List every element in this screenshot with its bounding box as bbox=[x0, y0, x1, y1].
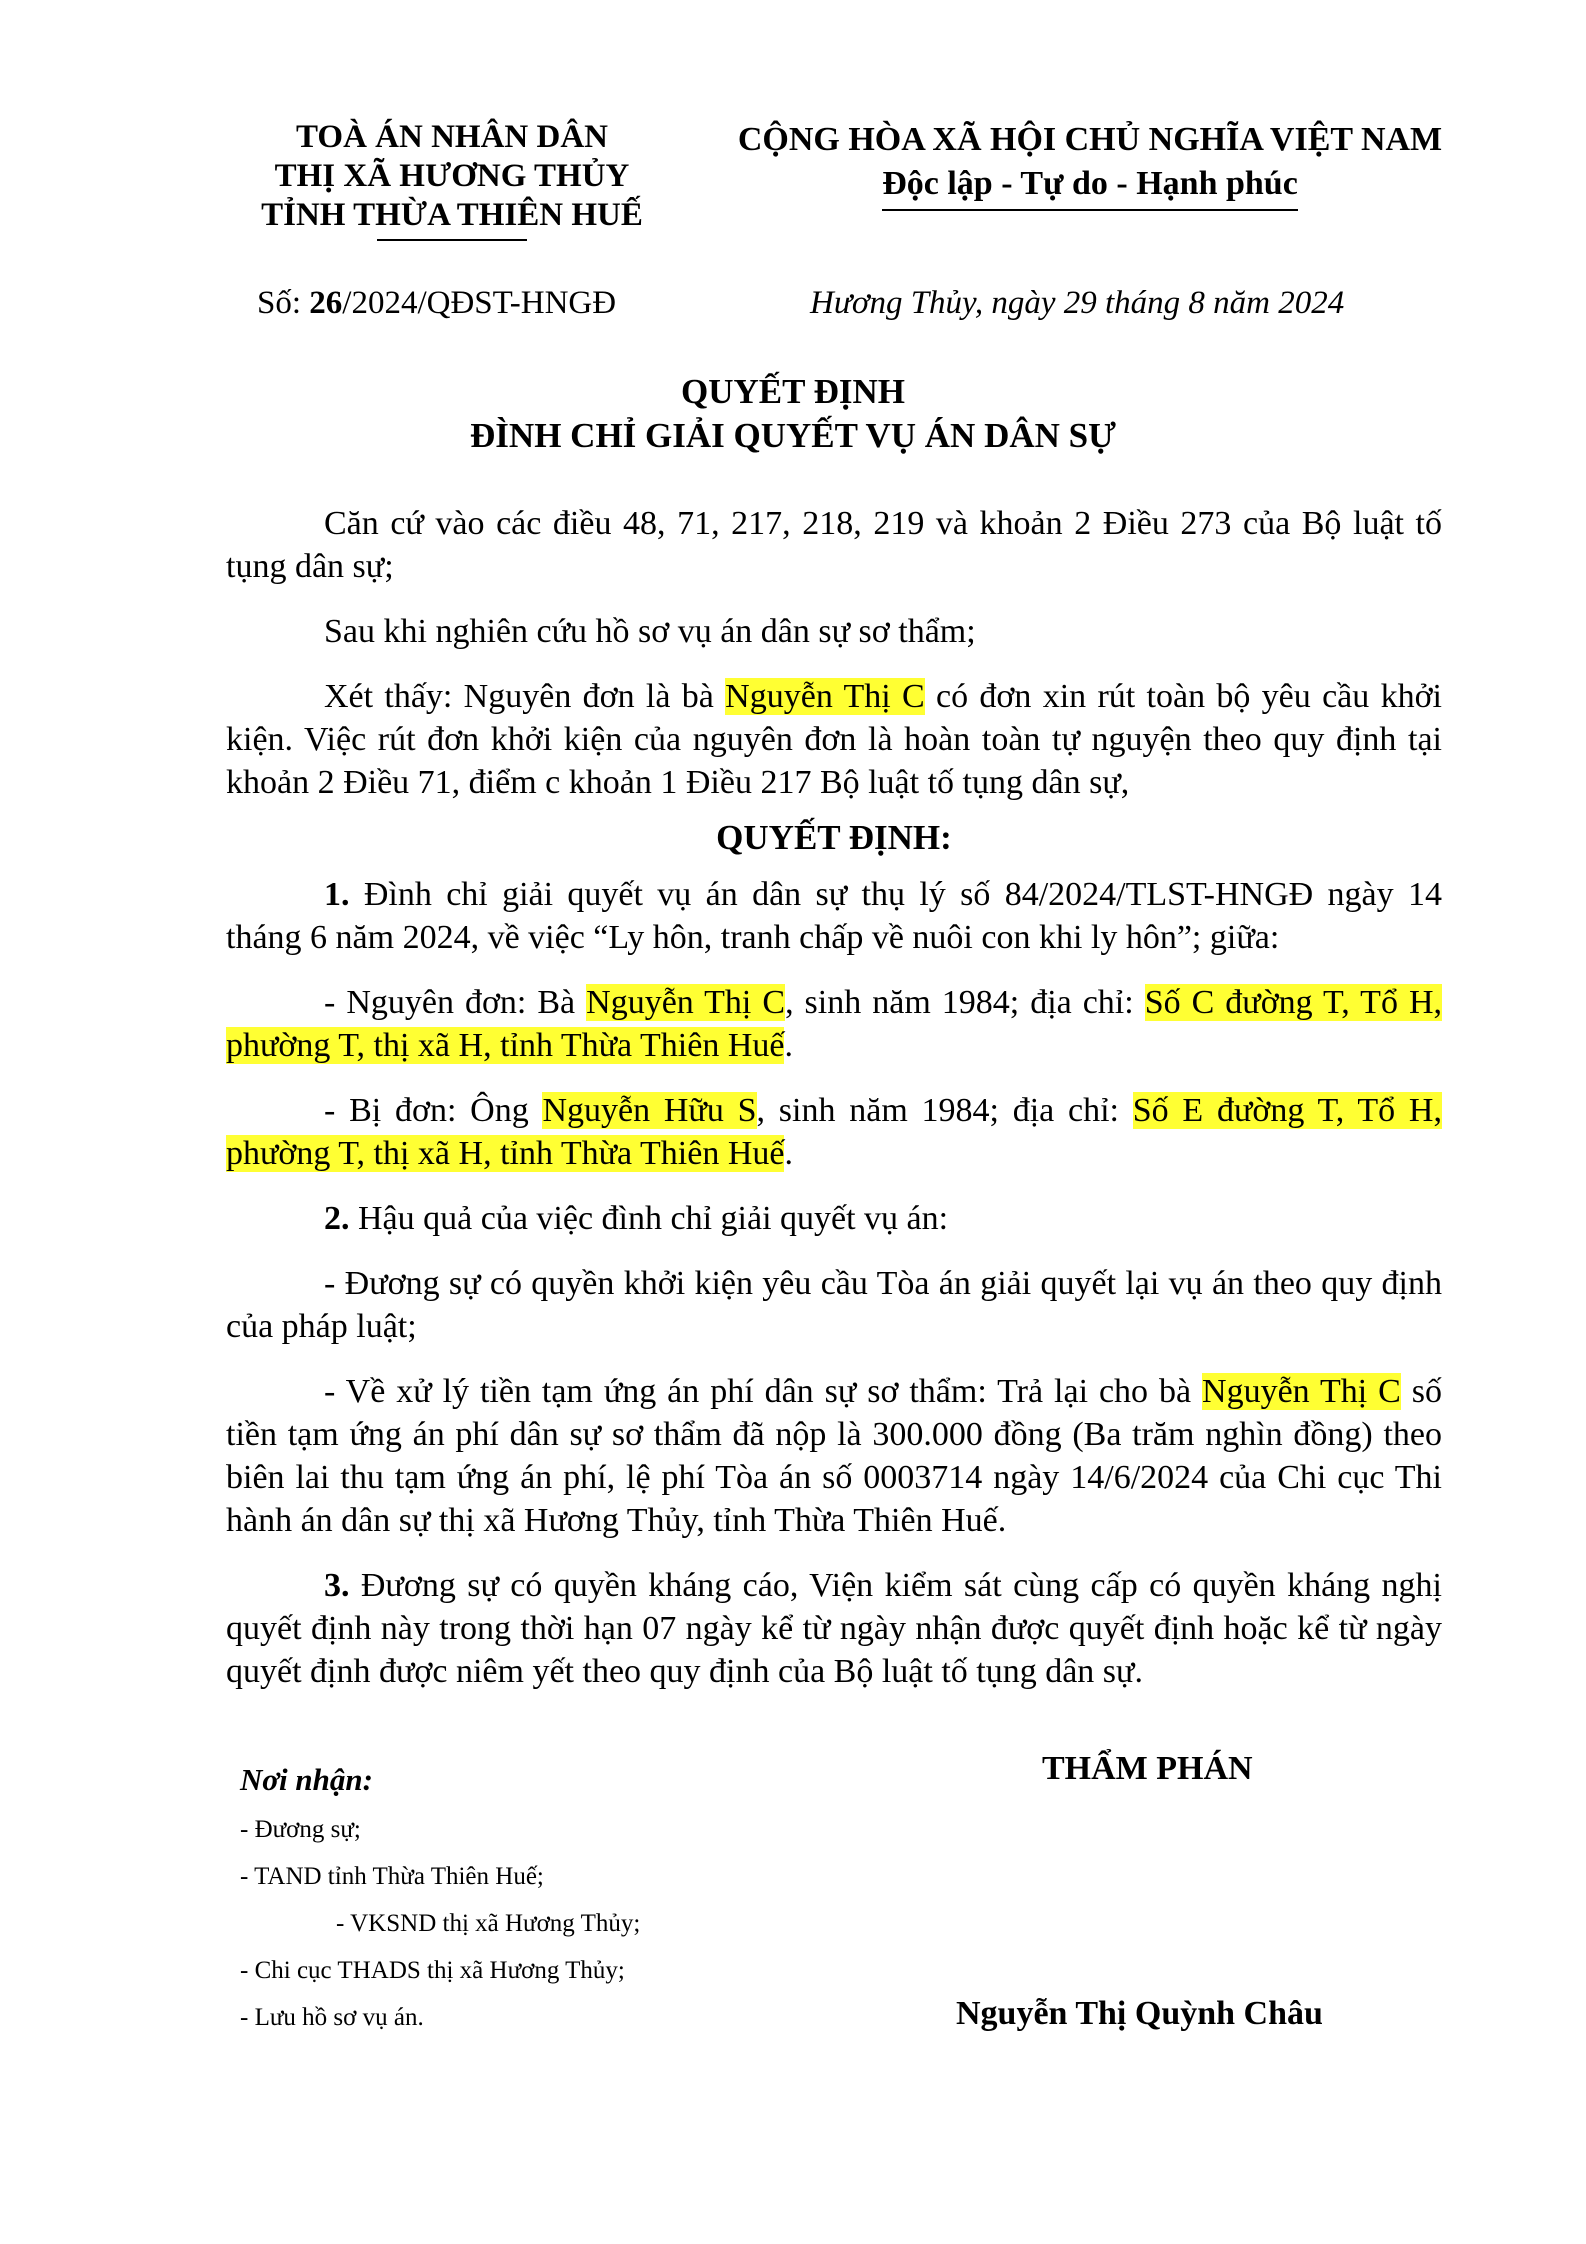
recipient-item: - VKSND thị xã Hương Thủy; bbox=[336, 1910, 641, 1937]
judge-name: Nguyễn Thị Quỳnh Châu bbox=[956, 1995, 1323, 2032]
legal-basis: Căn cứ vào các điều 48, 71, 217, 218, 219 và khoản 2 Điều 273 của Bộ luật tố tụng dân sự; bbox=[226, 505, 1442, 585]
recipients-label: Nơi nhận: bbox=[240, 1762, 373, 1797]
consideration: Xét thấy: Nguyên đơn là bà Nguyễn Thị C có đơn xin rút toàn bộ yêu cầu khởi kiện. Việc rút đơn khởi kiện của nguyên đơn là hoàn toàn tự nguyện theo quy định tại khoản 2 Điều 71, điểm c khoản 1 Điều 217 Bộ luật tố tụng dân sự, bbox=[226, 678, 1442, 801]
plaintiff-address-highlight: Số C đường T, Tổ H, phường T, thị xã H, tỉnh Thừa Thiên Huế bbox=[226, 984, 1442, 1064]
court-line-2: THỊ XÃ HƯƠNG THỦY bbox=[274, 158, 630, 194]
document-body bbox=[226, 502, 1442, 1715]
document-number-value: 26 bbox=[309, 285, 343, 321]
country-name: CỘNG HÒA XÃ HỘI CHỦ NGHĨA VIỆT NAM bbox=[737, 121, 1443, 158]
court-line-1: TOÀ ÁN NHÂN DÂN bbox=[296, 119, 608, 155]
judge-title: THẨM PHÁN bbox=[1042, 1750, 1253, 1787]
defendant-address-highlight: Số E đường T, Tổ H, phường T, thị xã H, tỉnh Thừa Thiên Huế bbox=[226, 1092, 1442, 1172]
place-date: Hương Thủy, ngày 29 tháng 8 năm 2024 bbox=[810, 285, 1345, 321]
court-header-underline bbox=[377, 239, 527, 241]
section-2-fee-refund: - Về xử lý tiền tạm ứng án phí dân sự sơ thẩm: Trả lại cho bà Nguyễn Thị C số tiền tạm ứng án phí dân sự sơ thẩm đã nộp là 300.000 đồng (Ba trăm nghìn đồng) theo biên lai thu tạm ứng án phí, lệ phí Tòa án số 0003714 ngày 14/6/2024 của Chi cục Thi hành án dân sự thị xã Hương Thủy, tỉnh Thừa Thiên Huế. bbox=[226, 1373, 1442, 1539]
document-subtitle: ĐÌNH CHỈ GIẢI QUYẾT VỤ ÁN DÂN SỰ bbox=[470, 416, 1116, 455]
section-1: 1. Đình chỉ giải quyết vụ án dân sự thụ lý số 84/2024/TLST-HNGĐ ngày 14 tháng 6 năm 2024, về việc “Ly hôn, tranh chấp về nuôi con khi ly hôn”; giữa: bbox=[226, 876, 1442, 956]
plaintiff-name-highlight: Nguyễn Thị C bbox=[725, 678, 925, 715]
section-3: 3. Đương sự có quyền kháng cáo, Viện kiểm sát cùng cấp có quyền kháng nghị quyết định này trong thời hạn 07 ngày kể từ ngày nhận được quyết định hoặc kể từ ngày quyết định được niêm yết theo quy định của Bộ luật tố tụng dân sự. bbox=[226, 1567, 1442, 1690]
recipient-item: - TAND tỉnh Thừa Thiên Huế; bbox=[240, 1863, 544, 1890]
recipient-item: - Lưu hồ sơ vụ án. bbox=[240, 2004, 424, 2031]
recipients-block bbox=[240, 1760, 640, 2041]
defendant-name-highlight: Nguyễn Hữu S bbox=[542, 1092, 757, 1129]
plaintiff-name-highlight: Nguyễn Thị C bbox=[1202, 1373, 1401, 1410]
review-statement: Sau khi nghiên cứu hồ sơ vụ án dân sự sơ thẩm; bbox=[324, 613, 976, 650]
document-number: Số: 26/2024/QĐST-HNGĐ bbox=[257, 285, 617, 321]
decision-heading: QUYẾT ĐỊNH: bbox=[716, 818, 952, 857]
national-motto: Độc lập - Tự do - Hạnh phúc bbox=[882, 162, 1298, 211]
plaintiff-info: - Nguyên đơn: Bà Nguyễn Thị C, sinh năm 1984; địa chỉ: Số C đường T, Tổ H, phường T, thị xã H, tỉnh Thừa Thiên Huế. bbox=[226, 984, 1442, 1064]
document-title: QUYẾT ĐỊNH bbox=[681, 372, 905, 411]
section-2: 2. Hậu quả của việc đình chỉ giải quyết vụ án: bbox=[324, 1200, 949, 1237]
defendant-info: - Bị đơn: Ông Nguyễn Hữu S, sinh năm 1984; địa chỉ: Số E đường T, Tổ H, phường T, thị xã H, tỉnh Thừa Thiên Huế. bbox=[226, 1092, 1442, 1172]
national-header bbox=[710, 118, 1470, 211]
recipient-item: - Đương sự; bbox=[240, 1816, 361, 1843]
plaintiff-name-highlight: Nguyễn Thị C bbox=[586, 984, 786, 1021]
court-header bbox=[232, 118, 672, 241]
recipient-item: - Chi cục THADS thị xã Hương Thủy; bbox=[240, 1957, 625, 1984]
section-2-right-to-sue: - Đương sự có quyền khởi kiện yêu cầu Tòa án giải quyết lại vụ án theo quy định của pháp luật; bbox=[226, 1265, 1442, 1345]
court-line-3: TỈNH THỪA THIÊN HUẾ bbox=[261, 197, 643, 233]
